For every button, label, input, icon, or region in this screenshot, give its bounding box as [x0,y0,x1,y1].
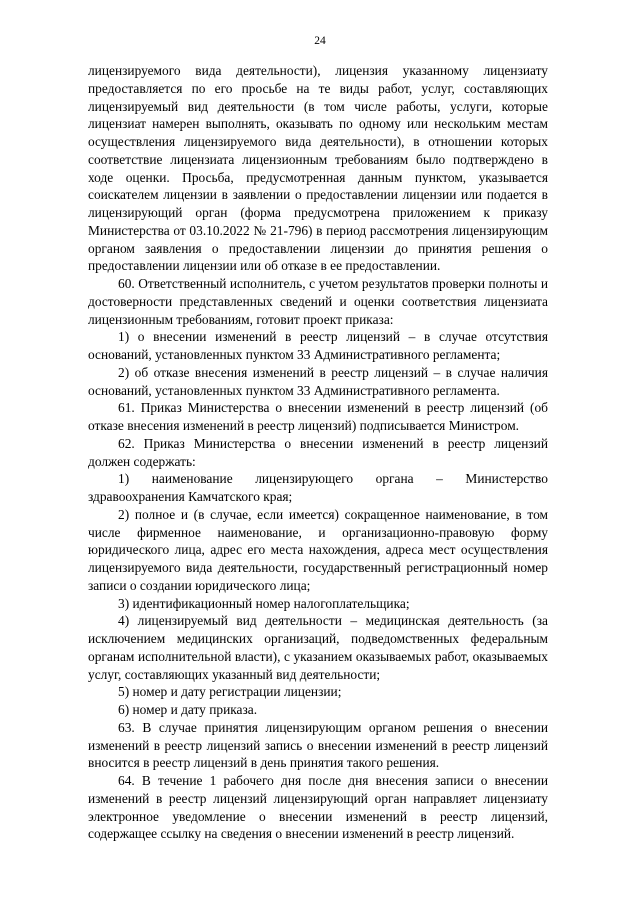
paragraph-item-60-1: 1) о внесении изменений в реестр лицензий – в случае отсутствия оснований, установленных пунктом 33 Административного регламента; [88,329,548,362]
document-body [88,62,548,843]
paragraph-item-62-6: 6) номер и дату приказа. [118,702,258,717]
paragraph-item-62-4: 4) лицензируемый вид деятельности – медицинская деятельность (за исключением медицинских организаций, подведомственных федеральным органам исполнительной власти), с указанием оказываемых работ, оказываемых услуг, составляющих указанный вид деятельности; [88,613,548,682]
paragraph-item-62-2: 2) полное и (в случае, если имеется) сокращенное наименование, в том числе фирменное наименование, и организационно-правовую форму юридического лица, адрес его места нахождения, адреса мест осуществления лицензируемого вида деятельности, государственный регистрационный номер записи о создании юридического лица; [88,506,548,593]
paragraph-item-62-3: 3) идентификационный номер налогоплательщика; [118,595,410,611]
paragraph-item-60: 60. Ответственный исполнитель, с учетом результатов проверки полноты и достоверности представленных сведений и оценки соответствия лицензиата лицензионным требованиям, готовит проект приказа: [88,276,548,327]
paragraph-item-63: 63. В случае принятия лицензирующим органом решения о внесении изменений в реестр лицензий запись о внесении изменений в реестр лицензий вносится в реестр лицензий в день принятия такого решения. [88,719,548,771]
paragraph-item-62-5: 5) номер и дату регистрации лицензии; [118,684,342,700]
page-number: 24 [314,35,326,47]
paragraph-item-61: 61. Приказ Министерства о внесении изменений в реестр лицензий (об отказе внесения изменений в реестр лицензий) подписывается Министром. [88,400,548,433]
paragraph-item-62-1: 1) наименование лицензирующего органа – Министерство здравоохранения Камчатского края; [88,471,548,504]
paragraph-item-60-2: 2) об отказе внесения изменений в реестр лицензий – в случае наличия оснований, установленных пунктом 33 Административного регламента. [88,364,548,398]
paragraph-continuation: лицензируемого вида деятельности), лицензия указанному лицензиату предоставляется по его просьбе на те виды работ, услуг, составляющих лицензируемый вид деятельности (в том числе работы, услуги, которые лицензиат намерен выполнять, оказывать по одному или нескольким местам осуществления лицензируемого вида деятельности), в отношении которых соответствие лицензиата лицензионным требованиям было подтверждено в ходе оценки. Просьба, предусмотренная данным пунктом, указывается соискателем лицензии в заявлении о предоставлении лицензии или подается в лицензирующий орган (форма предусмотрена приложением к приказу Министерства от 03.10.2022 № 21-796) в период рассмотрения лицензирующим органом заявления о предоставлении лицензии до принятия решения о предоставлении лицензии или об отказе в ее предоставлении. [88,63,548,274]
paragraph-item-62: 62. Приказ Министерства о внесении изменений в реестр лицензий должен содержать: [88,435,548,469]
paragraph-item-64: 64. В течение 1 рабочего дня после дня внесения записи о внесении изменений в реестр лицензий лицензирующий орган направляет лицензиату электронное уведомление о внесении изменений в реестр лицензий, содержащее ссылку на сведения о внесении изменений в реестр лицензий. [88,773,548,842]
